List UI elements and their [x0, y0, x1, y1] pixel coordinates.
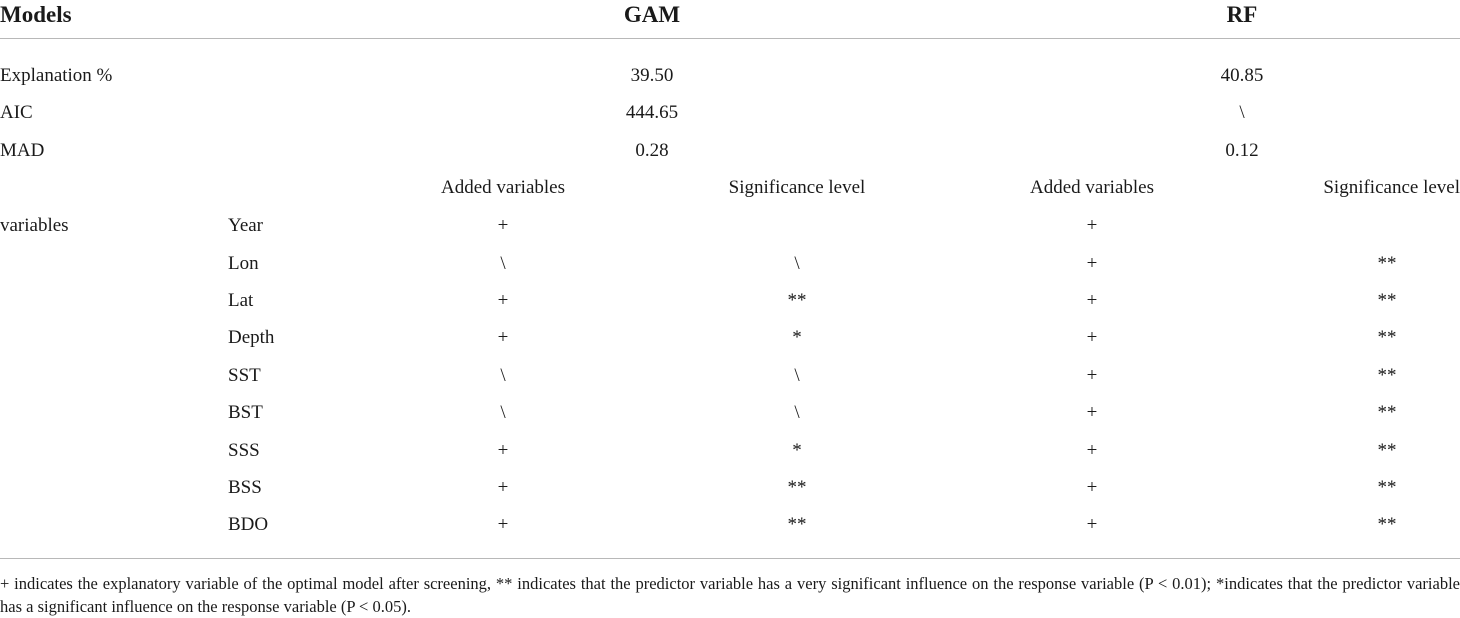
gam-significance-value: * [792, 327, 802, 348]
header-rf: RF [1226, 2, 1258, 27]
rf-significance-value: ** [1377, 477, 1397, 498]
gam-added-value: + [497, 514, 509, 535]
rf-significance-value: ** [1377, 253, 1397, 274]
rf-added-value: + [1086, 402, 1098, 423]
table-footnote: + indicates the explanatory variable of the optimal model after screening, ** indicates that the predictor variable has a very significant influence on the response variable (P < 0.01); *indicates that the predictor variable has a significant influence on the response variable (P < 0.05). [0, 574, 1460, 616]
rf-added-value: + [1086, 327, 1098, 348]
metric-rf-value: 0.12 [1225, 140, 1259, 161]
gam-significance-value: ** [787, 290, 807, 311]
rf-significance-value: ** [1377, 290, 1397, 311]
subheader-rf-added: Added variables [1030, 177, 1154, 198]
footer-rule [0, 558, 1460, 559]
variable-name: BDO [228, 514, 269, 535]
metric-rf-value: 40.85 [1220, 65, 1264, 86]
metric-label: AIC [0, 102, 33, 123]
gam-added-value: \ [500, 402, 506, 423]
gam-added-value: + [497, 440, 509, 461]
metric-gam-value: 0.28 [635, 140, 669, 161]
gam-added-value: + [497, 477, 509, 498]
header-models: Models [0, 2, 72, 27]
metric-rf-value: \ [1239, 102, 1245, 123]
rf-added-value: + [1086, 440, 1098, 461]
subheader-gam-added: Added variables [441, 177, 565, 198]
gam-significance-value: ** [787, 477, 807, 498]
gam-added-value: + [497, 215, 509, 236]
rf-added-value: + [1086, 477, 1098, 498]
rf-significance-value: ** [1377, 402, 1397, 423]
variable-name: Lat [228, 290, 254, 311]
variable-name: BST [228, 402, 263, 423]
header-gam: GAM [623, 2, 681, 27]
gam-significance-value: \ [794, 253, 800, 274]
rf-added-value: + [1086, 290, 1098, 311]
rf-significance-value: ** [1377, 327, 1397, 348]
gam-added-value: + [497, 290, 509, 311]
variable-name: SST [228, 365, 261, 386]
metric-label: MAD [0, 140, 45, 161]
subheader-rf-significance: Significance level [1323, 177, 1460, 198]
variable-name: Year [228, 215, 264, 236]
rf-added-value: + [1086, 365, 1098, 386]
variables-label: variables [0, 215, 69, 236]
gam-significance-value: * [792, 440, 802, 461]
variable-name: Depth [228, 327, 275, 348]
rf-significance-value: ** [1377, 365, 1397, 386]
rf-added-value: + [1086, 253, 1098, 274]
variable-name: SSS [228, 440, 260, 461]
rf-added-value: + [1086, 514, 1098, 535]
variable-name: Lon [228, 253, 259, 274]
variable-name: BSS [228, 477, 262, 498]
gam-significance-value: ** [787, 514, 807, 535]
rf-significance-value: ** [1377, 514, 1397, 535]
gam-significance-value: \ [794, 402, 800, 423]
gam-added-value: \ [500, 253, 506, 274]
rf-significance-value: ** [1377, 440, 1397, 461]
metric-gam-value: 39.50 [630, 65, 674, 86]
rf-added-value: + [1086, 215, 1098, 236]
gam-added-value: \ [500, 365, 506, 386]
metric-label: Explanation % [0, 65, 113, 86]
gam-significance-value: \ [794, 365, 800, 386]
subheader-gam-significance: Significance level [728, 177, 866, 198]
header-rule [0, 38, 1460, 39]
gam-added-value: + [497, 327, 509, 348]
metric-gam-value: 444.65 [625, 102, 679, 123]
